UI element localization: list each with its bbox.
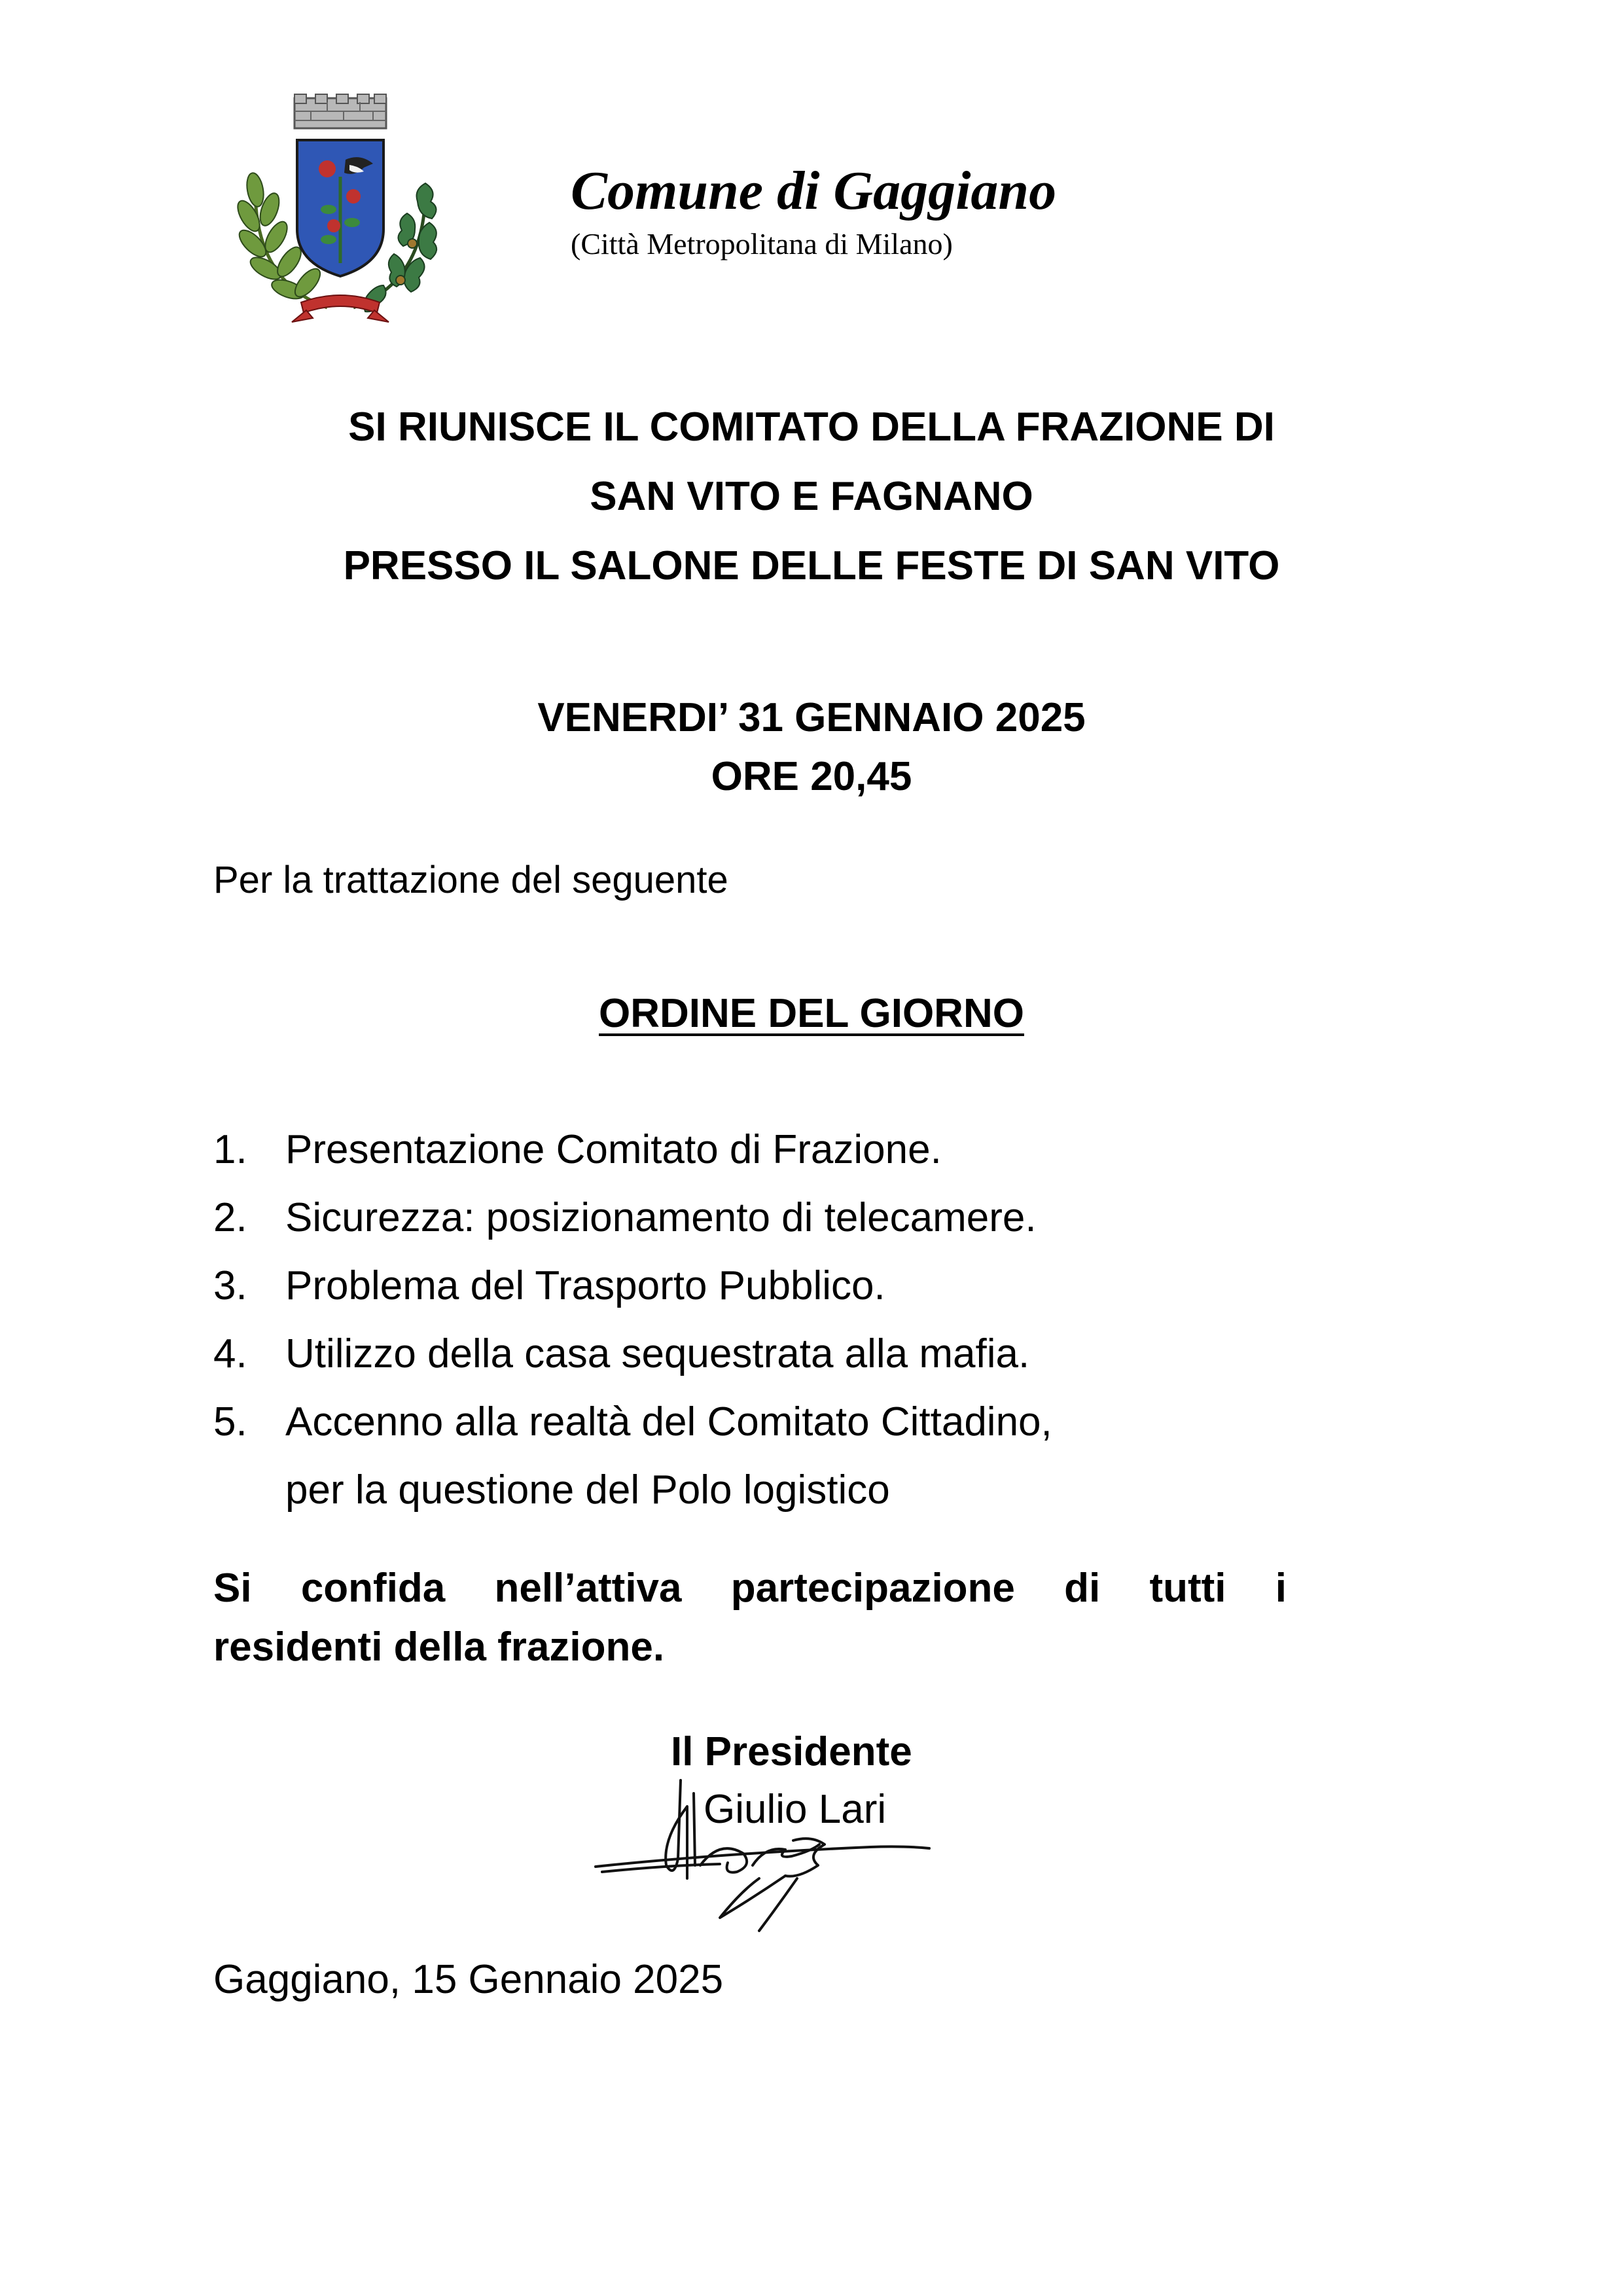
meeting-datetime [0, 689, 1623, 806]
headline-line: PRESSO IL SALONE DELLE FESTE DI SAN VITO [343, 543, 1280, 588]
place-and-date: Gaggiano, 15 Gennaio 2025 [213, 1957, 724, 2002]
agenda-item-text: Utilizzo della casa sequestrata alla mafia. [285, 1331, 1030, 1376]
agenda-item-text: Accenno alla realtà del Comitato Cittadino, [285, 1399, 1052, 1444]
agenda-item-number: 1. [213, 1127, 247, 1172]
intro-text: Per la trattazione del seguente [213, 859, 728, 901]
agenda-item [213, 1388, 1052, 1524]
mural-crown [294, 94, 386, 128]
agenda-item-text: Presentazione Comitato di Frazione. [285, 1127, 942, 1172]
meeting-time: ORE 20,45 [711, 754, 912, 799]
headline-line: SI RIUNISCE IL COMITATO DELLA FRAZIONE DI [348, 404, 1275, 450]
meeting-headline [0, 393, 1623, 601]
signatory-name: Giulio Lari [704, 1787, 887, 1832]
handwritten-signature-icon [589, 1767, 942, 1937]
coat-of-arms-icon [229, 92, 452, 327]
signatory-title: Il Presidente [671, 1729, 912, 1774]
agenda-item [213, 1184, 1052, 1252]
meeting-date: VENERDI’ 31 GENNAIO 2025 [537, 695, 1086, 740]
agenda-title-text: ORDINE DEL GIORNO [599, 991, 1024, 1036]
municipality-subtitle: (Città Metropolitana di Milano) [571, 227, 953, 260]
blue-shield [297, 140, 383, 276]
agenda-item [213, 1116, 1052, 1184]
agenda-item-number: 3. [213, 1263, 247, 1308]
agenda-item-number: 4. [213, 1331, 247, 1376]
closing-line: residenti della frazione. [213, 1624, 665, 1670]
agenda-list [213, 1116, 1052, 1524]
agenda-item-continuation: per la questione del Polo logistico [285, 1467, 890, 1513]
agenda-item [213, 1252, 1052, 1320]
closing-line: Si confida nell’attiva partecipazione di tutti i [213, 1566, 1287, 1611]
agenda-item-text: Sicurezza: posizionamento di telecamere. [285, 1195, 1037, 1240]
agenda-item-number: 2. [213, 1195, 247, 1240]
agenda-title [0, 990, 1623, 1038]
agenda-item [213, 1320, 1052, 1388]
closing-appeal [213, 1559, 1287, 1677]
agenda-item-number: 5. [213, 1399, 247, 1444]
municipality-header [571, 160, 1057, 260]
agenda-item-text: Problema del Trasporto Pubblico. [285, 1263, 885, 1308]
headline-line: SAN VITO E FAGNANO [590, 474, 1033, 519]
municipality-name: Comune di Gaggiano [571, 160, 1057, 221]
